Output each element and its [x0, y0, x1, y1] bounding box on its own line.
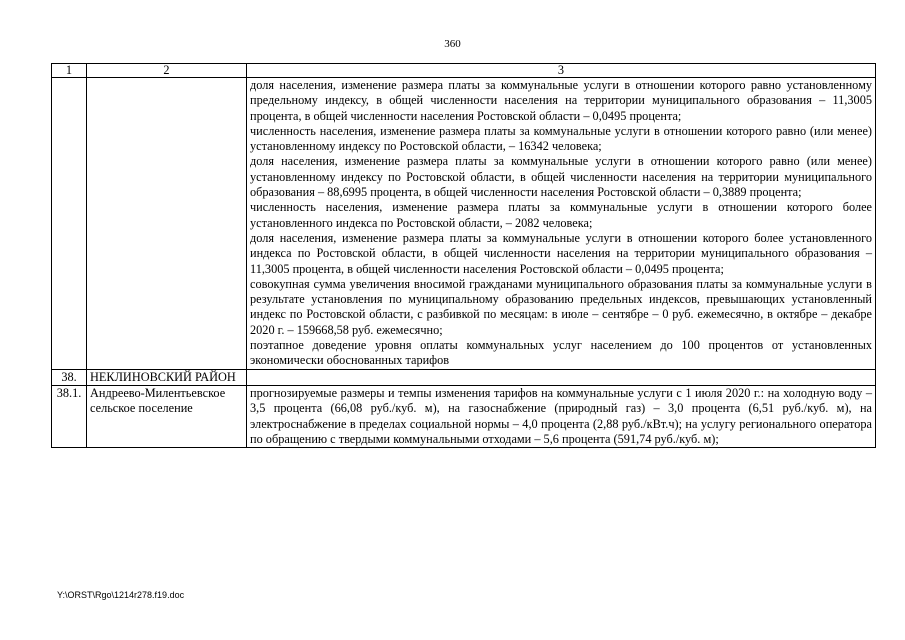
row-content-cell — [247, 78, 876, 370]
header-col-1: 1 — [52, 64, 87, 78]
paragraph: доля населения, изменение размера платы за коммунальные услуги в отношении которого более установленного индекса по Ростовской области, в общей численности населения на территории муниципального образования – 11,3005 процента, в общей численности населения Ростовской области – 0,0495 процента; — [250, 230, 872, 276]
paragraph: доля населения, изменение размера платы за коммунальные услуги в отношении которого равно установленному предельному индексу, в общей численности населения на территории муниципального образования – 11,3005 процента, в общей численности населения Ростовской области – 0,0495 процента; — [250, 78, 872, 123]
district-number: 38. — [52, 369, 87, 385]
paragraph: поэтапное доведение уровня оплаты коммунальных услуг населением до 100 процентов от установленных экономически обоснованных тарифов — [250, 338, 872, 368]
footer-file-path: Y:\ORST\Rgo\1214r278.f19.doc — [57, 590, 185, 600]
settlement-name: Андреево-Милентьевское сельское поселение — [87, 385, 247, 447]
table-row-continued — [52, 78, 876, 370]
row-number-cell — [52, 78, 87, 370]
document-table — [51, 63, 876, 448]
page-number: 360 — [444, 38, 461, 50]
district-content-cell — [247, 369, 876, 385]
table-row-settlement — [52, 385, 876, 447]
paragraph: совокупная сумма увеличения вносимой гражданами муниципального образования платы за коммунальные услуги в результате установления по муниципальному образованию предельных индексов, превышающих установленный индекс по Ростовской области, с разбивкой по месяцам: в июле – сентябре – 0 руб. ежемесячно, в октябре – декабре 2020 г. – 159668,58 руб. ежемесячно; — [250, 276, 872, 337]
table-row-district — [52, 369, 876, 385]
paragraph: численность населения, изменение размера платы за коммунальные услуги в отношении которого равно (или менее) установленному индексу по Ростовской области, – 16342 человека; — [250, 123, 872, 154]
table-header-row — [52, 64, 876, 78]
district-name: НЕКЛИНОВСКИЙ РАЙОН — [87, 369, 247, 385]
paragraph: численность населения, изменение размера платы за коммунальные услуги в отношении которого более установленного индекса по Ростовской области, – 2082 человека; — [250, 200, 872, 230]
paragraph: доля населения, изменение размера платы за коммунальные услуги в отношении которого равно (или менее) установленному индексу по Ростовской области, в общей численности населения на территории муниципального образования – 88,6995 процента, в общей численности населения Ростовской области – 0,3889 процента; — [250, 154, 872, 200]
header-col-2: 2 — [87, 64, 247, 78]
settlement-number: 38.1. — [52, 385, 87, 447]
header-col-3: 3 — [247, 64, 876, 78]
settlement-content: прогнозируемые размеры и темпы изменения тарифов на коммунальные услуги с 1 июля 2020 г.: на холодную воду – 3,5 процента (66,08 руб./куб. м), на газоснабжение (природный газ) – 3,0 процента (6,51 руб./куб. м), на электроснабжение в пределах социальной нормы – 4,0 процента (2,88 руб./кВт.ч); на услугу регионального оператора по обращению с твердыми коммунальными отходами – 5,6 процента (591,74 руб./куб. м); — [247, 385, 876, 447]
row-name-cell — [87, 78, 247, 370]
